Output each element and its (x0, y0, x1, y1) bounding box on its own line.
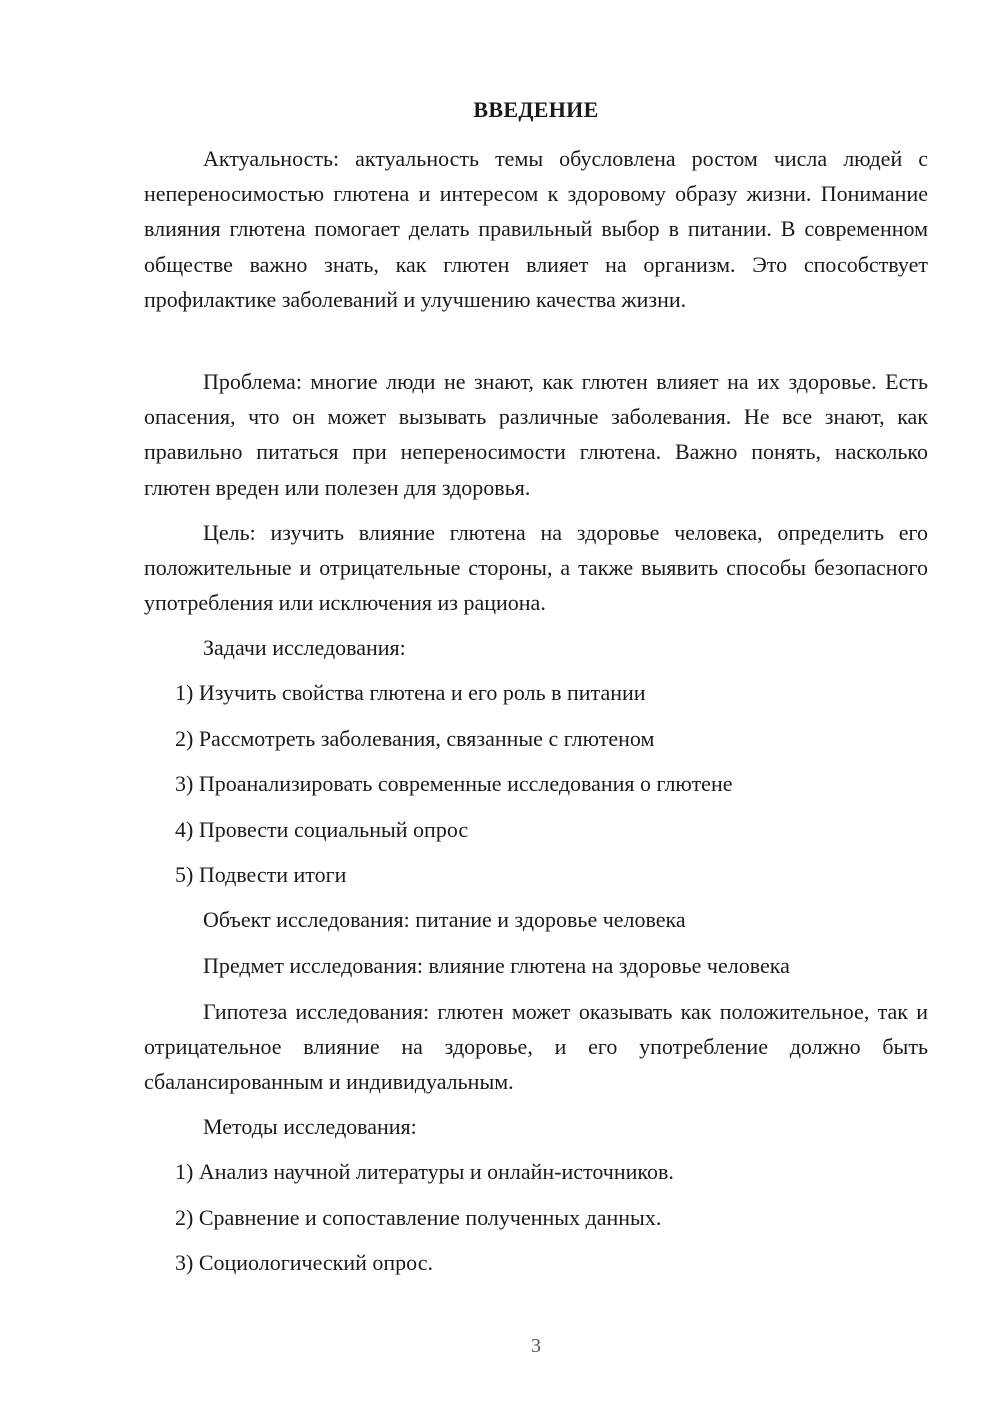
goal-block (144, 515, 928, 621)
method-item-3: 3) Социологический опрос. (175, 1250, 433, 1275)
task-item-3: 3) Проанализировать современные исследования о глютене (175, 771, 733, 796)
subject-paragraph: Предмет исследования: влияние глютена на здоровье человека (203, 953, 790, 978)
hypothesis-paragraph: Гипотеза исследования: глютен может оказывать как положительное, так и отрицательное влияние на здоровье, и его употребление должно быть сбалансированным и индивидуальным. (144, 999, 928, 1095)
hypothesis-block (144, 994, 928, 1100)
task-item-1: 1) Изучить свойства глютена и его роль в питании (175, 680, 646, 705)
problem-paragraph: Проблема: многие люди не знают, как глютен влияет на их здоровье. Есть опасения, что он может вызывать различные заболевания. Не все знают, как правильно питаться при непереносимости глютена. Важно понять, насколько глютен вреден или полезен для здоровья. (144, 369, 928, 500)
relevance-paragraph: Актуальность: актуальность темы обусловлена ростом числа людей с непереносимостью глютена и интересом к здоровому образу жизни. Понимание влияния глютена помогает делать правильный выбор в питании. В современном обществе важно знать, как глютен влияет на организм. Это способствует профилактике заболеваний и улучшению качества жизни. (144, 146, 928, 312)
method-item (144, 1154, 928, 1189)
method-item (144, 1245, 928, 1280)
problem-block (144, 364, 928, 505)
section-title: ВВЕДЕНИЕ (473, 97, 599, 122)
goal-paragraph: Цель: изучить влияние глютена на здоровье человека, определить его положительные и отрицательные стороны, а также выявить способы безопасного употребления или исключения из рациона. (144, 520, 928, 616)
methods-heading: Методы исследования: (203, 1114, 417, 1139)
subject-block (144, 948, 928, 983)
task-item-5: 5) Подвести итоги (175, 862, 347, 887)
task-item (144, 721, 928, 756)
relevance-block (144, 141, 928, 317)
page-number: 3 (531, 1335, 541, 1357)
task-item (144, 812, 928, 847)
methods-heading-block (144, 1109, 928, 1144)
tasks-heading-block (144, 630, 928, 665)
method-item (144, 1200, 928, 1235)
task-item (144, 766, 928, 801)
task-item (144, 675, 928, 710)
method-item-2: 2) Сравнение и сопоставление полученных данных. (175, 1205, 662, 1230)
method-item-1: 1) Анализ научной литературы и онлайн-источников. (175, 1159, 674, 1184)
tasks-heading: Задачи исследования: (203, 635, 406, 660)
object-block (144, 902, 928, 937)
object-paragraph: Объект исследования: питание и здоровье человека (203, 907, 686, 932)
task-item (144, 857, 928, 892)
task-item-2: 2) Рассмотреть заболевания, связанные с глютеном (175, 726, 655, 751)
task-item-4: 4) Провести социальный опрос (175, 817, 469, 842)
